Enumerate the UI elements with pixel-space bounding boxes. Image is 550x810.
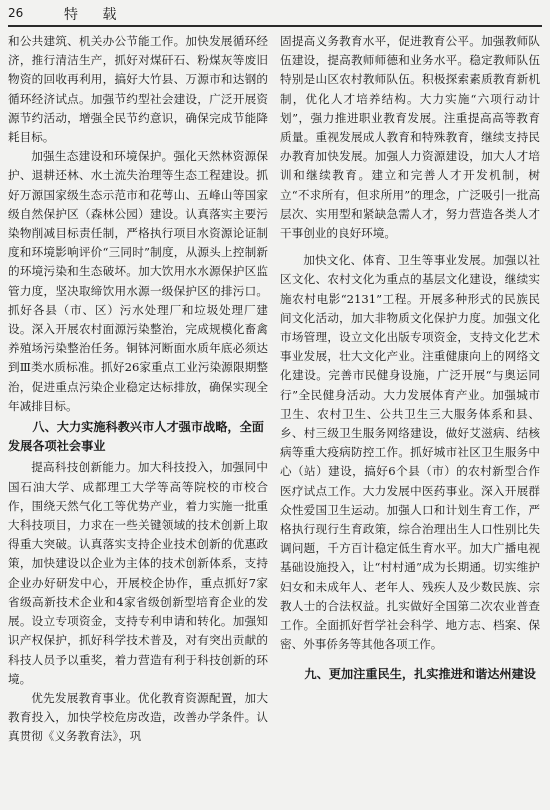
page-header [8, 3, 542, 27]
section-heading: 八、大力实施科教兴市人才强市战略，全面发展各项社会事业 [8, 420, 264, 454]
paragraph: 固提高义务教育水平，促进教育公平。加强教师队伍建设，提高教师师德和业务水平。稳定教师队伍特别是山区农村教师队伍。积极探索素质教育新机制，优化人才培养结构。大力实施“六项行动计划”，强力推进职业教育发展。注重提高高等教育质量。重视发展成人教育和特殊教育，继续支持民办教育加快发展。加强人力资源建设，加大人才培训和继续教育。建立和完善人才开发机制，树立“不求所有，但求所用”的理念，广泛吸引一批高层次、实用型和紧缺急需人才，努力营造各类人才干事创业的良好环境。 [280, 34, 540, 241]
right-column [280, 32, 540, 686]
left-column [8, 32, 268, 747]
paragraph: 加强生态建设和环境保护。强化天然林资源保护、退耕还林、水土流失治理等生态工程建设。抓好万源国家级生态示范市和花萼山、五峰山等国家级自然保护区（森林公园）建设。认真落实主要污染物削减目标责任制，严格执行项目水资源论证制度和环境影响评价“三同时”制度，从源头上控制新的环境污染和生态破坏。加大饮用水水源保护区监管力度，坚决取缔饮用水源一级保护区的排污口。抓好各县（市、区）污水处理厂和垃圾处理厂建设。深入开展农村面源污染整治，完成规模化畜禽养殖场污染整治任务。铜钵河断面水质年底必须达到Ⅲ类水质标准。抓好26家重点工业污染源限期整治，促进重点污染企业稳定达标排放，确保实现全年减排目标。 [8, 149, 268, 413]
section-title: 特 载 [64, 7, 127, 23]
page-number: 26 [8, 6, 24, 20]
paragraph: 和公共建筑、机关办公节能工作。加快发展循环经济，推行清洁生产，抓好对煤矸石、粉煤灰等废旧物资的回收再利用，搞好大竹县、万源市和达钢的循环经济试点。加强节约型社会建设，广泛开展资源节约活动，增强全民节约意识，确保完成节能降耗目标。 [8, 34, 268, 145]
paragraph: 优先发展教育事业。优化教育资源配置，加大教育投入，加快学校危房改造，改善办学条件。认真贯彻《义务教育法》，巩 [8, 690, 268, 744]
paragraph-gap [280, 243, 540, 251]
section-heading: 九、更加注重民生，扎实推进和谐达州建设 [304, 666, 536, 681]
paragraph: 加快文化、体育、卫生等事业发展。加强以社区文化、农村文化为重点的基层文化建设，继续实施农村电影“2131”工程。开展多种形式的民族民间文化活动，加大非物质文化保护力度。加强文化市场管理，设立文化出版专项资金，支持文化艺术事业发展，壮大文化产业。注重健康向上的网络文化建设。完善市民健身设施，广泛开展“与奥运同行”全民健身活动。大力发展体育产业。加强城市卫生、农村卫生、公共卫生三大服务体系和县、乡、村三级卫生服务网络建设，做好艾滋病、结核病等重大疫病防控工作。抓好城市社区卫生服务中心（站）建设，搞好6个县（市）的农村新型合作医疗试点工作。大力发展中医药事业。深入开展群众性爱国卫生运动。加强人口和计划生育工作，严格执行现行生育政策，综合治理出生人口性别比失调问题，千方百计稳定低生育水平。加大广播电视基础设施投入，让“村村通”成为长期通。切实维护妇女和未成年人、老年人、残疾人及少数民族、宗教人士的合法权益。扎实做好全国第二次农业普查工作。全面抓好哲学社会科学、地方志、档案、保密、外事侨务等其他各项工作。 [280, 253, 540, 652]
paragraph: 提高科技创新能力。加大科技投入，加强同中国石油大学、成都理工大学等高等院校的市校合作，围绕天然气化工等优势产业，着力实施一批重大科技项目，力求在一些关键领域的技术创新上取得重大突破。认真落实支持企业技术创新的优惠政策，加快建设以企业为主体的技术创新体系，支持企业办好研发中心，开展校企协作，重点抓好7家省级高新技术企业和4家省级创新型培育企业的发展。设立专项资金，支持专利申请和转化。加强知识产权保护，抓好科学技术普及，对有突出贡献的科技人员予以重奖，着力营造有利于科技创新的环境。 [8, 460, 268, 686]
paragraph-gap [280, 655, 540, 663]
